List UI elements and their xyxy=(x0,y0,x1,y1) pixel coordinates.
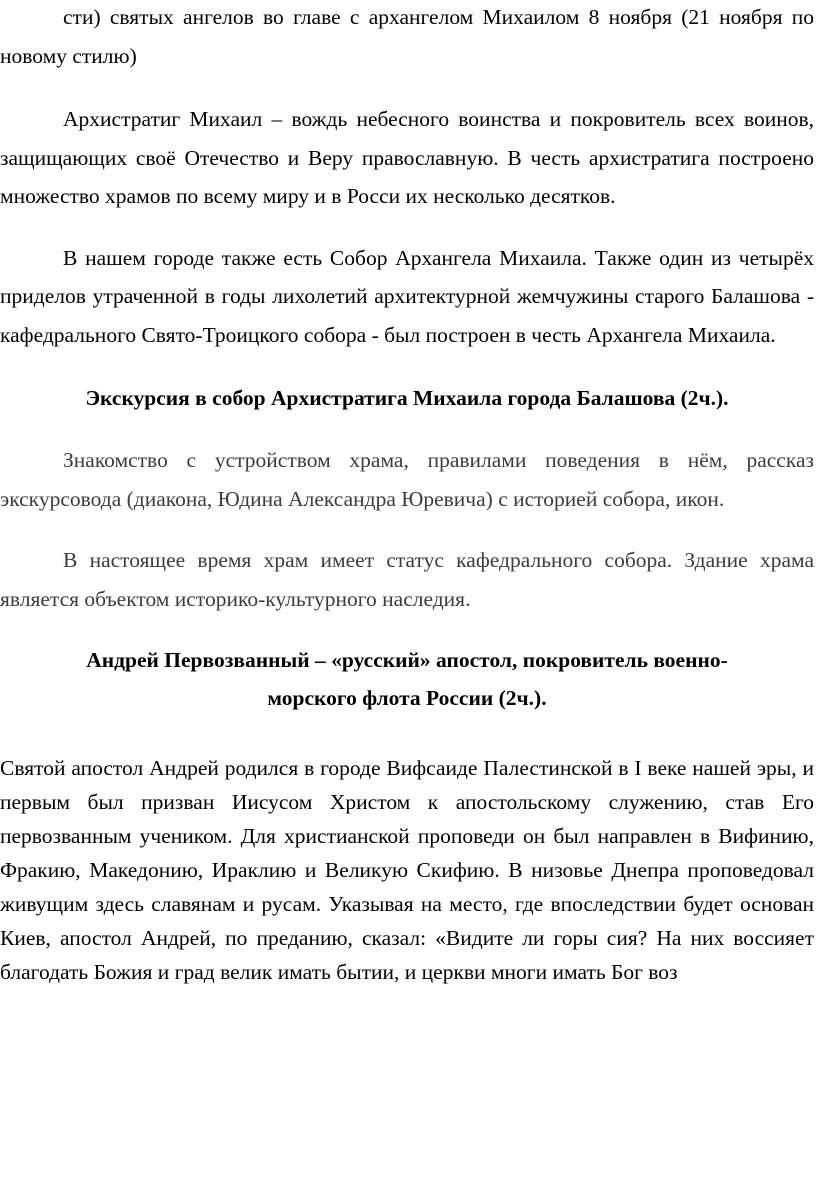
paragraph-intro-continuation: сти) святых ангелов во главе с архангелом Михаилом 8 ноября (21 ноября по новому стилю) xyxy=(0,5,814,68)
paragraph-heritage-status: В настоящее время храм имеет статус кафедрального собора. Здание храма является объектом историко-культурного наследия. xyxy=(0,548,814,611)
heading-andrew-line2: морского флота России (2ч.). xyxy=(267,686,547,710)
paragraph-excursion-details: Знакомство с устройством храма, правилами поведения в нём, рассказ экскурсовода (диакона, Юдина Александра Юревича) с историей собора, икон. xyxy=(0,448,814,511)
paragraph-apostle-andrew: Святой апостол Андрей родился в городе Вифсаиде Палестинской в I веке нашей эры, и первым был призван Иисусом Христом к апостольскому служению, став Его первозванным учеником. Для христианской проповеди он был направлен в Вифинию, Фракию, Македонию, Ираклию и Великую Скифию. В низовье Днепра проповедовал живущим здесь славянам и русам. Указывая на место, где впоследствии будет основан Киев, апостол Андрей, по преданию, сказал: «Видите ли горы сия? На них воссияет благодать Божия и град велик имать бытии, и церкви многи имать Бог воз xyxy=(0,756,814,984)
heading-andrew-line1: Андрей Первозванный – «русский» апостол, покровитель военно- xyxy=(86,648,728,672)
paragraph-archistrategos: Архистратиг Михаил – вождь небесного воинства и покровитель всех воинов, защищающих своё Отечество и Веру православную. В честь архистратига построено множество храмов по всему миру и в Росси их несколько десятков. xyxy=(0,107,814,208)
heading-excursion: Экскурсия в собор Архистратига Михаила города Балашова (2ч.). xyxy=(85,386,729,410)
paragraph-balashov-cathedral: В нашем городе также есть Собор Архангела Михаила. Также один из четырёх приделов утраченной в годы лихолетий архитектурной жемчужины старого Балашова - кафедрального Свято-Троицкого собора - был построен в честь Архангела Михаила. xyxy=(0,245,814,347)
